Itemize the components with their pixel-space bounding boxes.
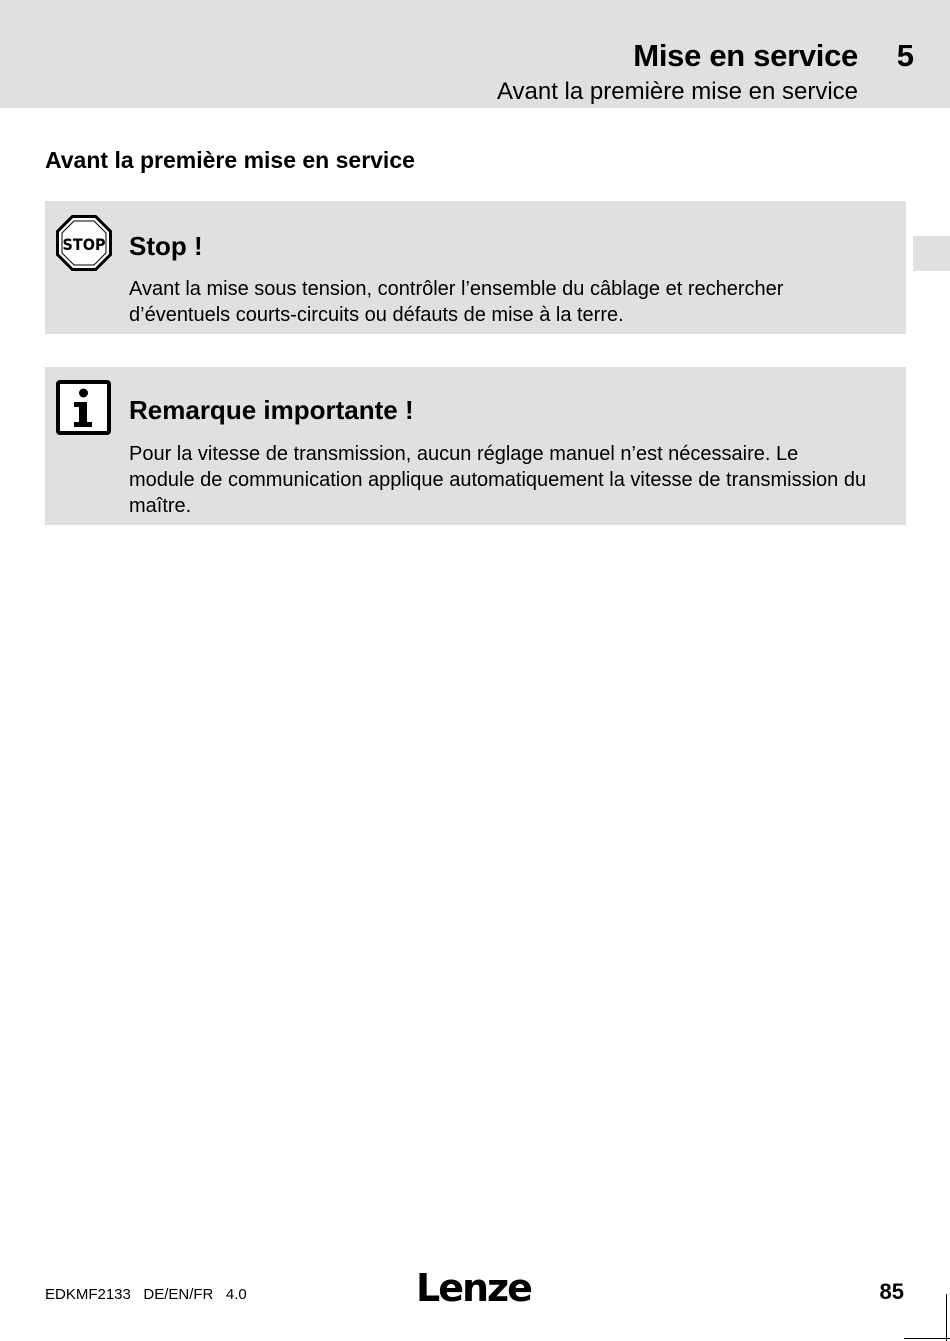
stop-sign-icon [56, 215, 112, 276]
stop-notice-title: Stop ! [129, 231, 203, 261]
crop-mark-horizontal [904, 1338, 950, 1339]
stop-sign-label: STOP [62, 235, 106, 254]
document-code: EDKMF2133 DE/EN/FR 4.0 [45, 1286, 247, 1303]
info-icon [56, 380, 112, 441]
section-heading: Avant la première mise en service [45, 147, 415, 173]
chapter-number: 5 [896, 38, 914, 73]
crop-mark-vertical [946, 1294, 947, 1341]
stop-notice-box [45, 201, 906, 334]
info-notice-text: Pour la vitesse de transmission, aucun réglage manuel n’est nécessaire. Le module de communication applique automatiquement la vitesse de transmission du maître. [129, 443, 867, 517]
info-notice-title: Remarque importante ! [129, 395, 414, 425]
page-number: 85 [879, 1279, 904, 1304]
stop-notice-text: Avant la mise sous tension, contrôler l’ensemble du câblage et rechercher d’éventuels courts-circuits ou défauts de mise à la terre. [129, 278, 784, 326]
lenze-logo: Lenze [416, 1266, 531, 1310]
section-subtitle: Avant la première mise en service [496, 78, 858, 105]
chapter-side-tab [913, 236, 950, 271]
chapter-title: Mise en service [633, 38, 858, 73]
info-notice-box [45, 367, 906, 525]
